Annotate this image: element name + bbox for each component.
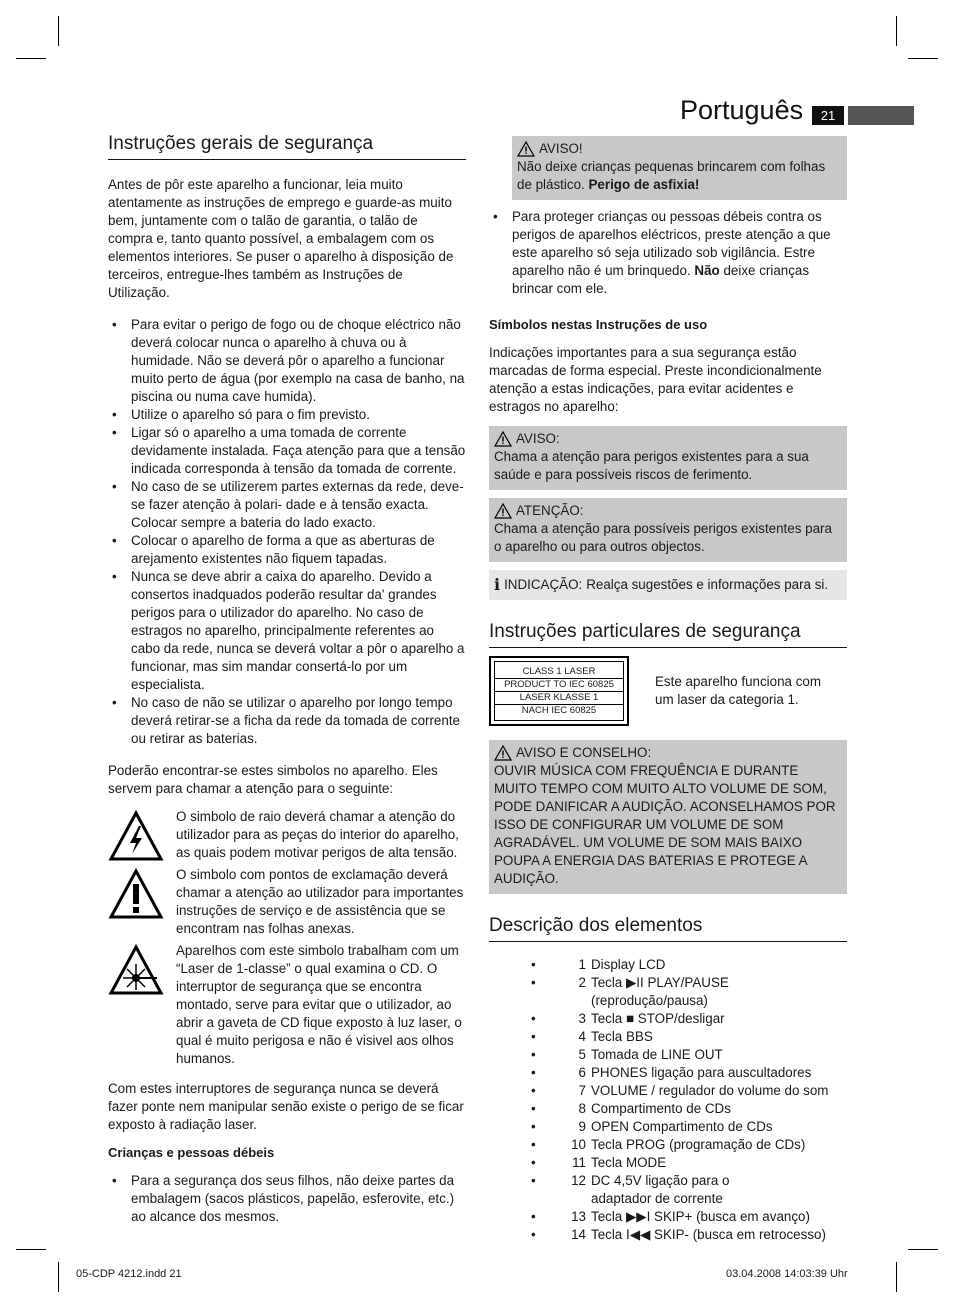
list-item: • Utilize o aparelho só para o fim previsto. (108, 406, 466, 424)
warning-text: OUVIR MÚSICA COM FREQUÊNCIA E DURANTE MUITO TEMPO COM MUITO ALTO VOLUME DE SOM, PODE DANIFICAR A AUDIÇÃO. ACONSELHAMOS POR ISSO DE CONFIGURAR UM VOLUME DE SOM AGRADÁVEL. UM VOLUME DE SOM MAIS BAIXO POUPA A ENERGIA DAS BATERIAS E PROTEGE A AUDIÇÃO. (494, 763, 836, 886)
warning-title: AVISO E CONSELHO: (516, 745, 652, 760)
item-number: • 8 (578, 1101, 586, 1116)
list-item: • Nunca se deve abrir a caixa do aparelho. Devido a consertos inadquados poderão resultar da' grandes perigos para o utilizador do aparelho. No caso de estragos no aparelho, principalmente referentes ao cabo da rede, nunca se deverá voltar a pôr o aparelho a funcionar, mas sim mandar consertá-lo por um especialista. (108, 568, 466, 694)
caution-title: ATENÇÃO: (516, 503, 584, 518)
item-number: • 10 (571, 1137, 586, 1152)
item-text: Compartimento de CDs (591, 1101, 731, 1116)
warning-triangle-icon (494, 745, 512, 761)
symbol-text: Aparelhos com este simbolo trabalham com um “Laser de 1-classe” o qual examina o CD. O interruptor de segurança que se encontra montado, serve para evitar que o utilizador, ao abrir a gaveta de CD fique exposto à luz laser, o qual é muito perigosa e não é visivel aos olhos humanos. (176, 943, 462, 1066)
warning-box-health (489, 426, 847, 490)
list-item (527, 974, 847, 1010)
item-number: • 12 (571, 1173, 586, 1188)
warning-bold: Perigo de asfixia! (588, 177, 700, 192)
item-number: • 11 (572, 1155, 586, 1170)
section-title-elements: Descrição dos elementos (489, 914, 847, 942)
item-text: PHONES ligação para auscultadores (591, 1065, 812, 1080)
item-number: • 14 (571, 1227, 586, 1242)
item-text: Display LCD (591, 957, 666, 972)
crop-mark (908, 58, 938, 59)
warning-triangle-icon (494, 431, 512, 447)
laser-label-line: LASER KLASSE 1 (495, 692, 623, 705)
list-item (489, 208, 847, 298)
section-title-particular-safety: Instruções particulares de segurança (489, 620, 847, 648)
item-text: Tecla ▶▶I SKIP+ (busca em avanço) (591, 1209, 810, 1224)
item-number: • 2 (578, 975, 586, 990)
symbols-subtitle: Símbolos nestas Instruções de uso (489, 317, 708, 332)
item-text: Tomada de LINE OUT (591, 1047, 723, 1062)
list-item (527, 1046, 847, 1064)
intro-paragraph: Antes de pôr este aparelho a funcionar, leia muito atentamente as instruções de emprego e guarde-as muito bem, juntamente com o talão de garantia, o talão de compra e, tanto quanto possível, a embalagem com os elementos interiores. Se puser o aparelho à disposição de terceiros, entregue-lhes também as Instruções de Utilização. (108, 177, 454, 300)
item-text: Tecla ▶II PLAY/PAUSE (reprodução/pausa) (591, 975, 729, 1008)
item-number: • 6 (578, 1065, 586, 1080)
info-box (489, 570, 847, 600)
item-number: • 9 (578, 1119, 586, 1134)
laser-label-line: CLASS 1 LASER (495, 666, 623, 679)
list-item (527, 1100, 847, 1118)
caution-box-device (489, 498, 847, 562)
laser-warning-icon (108, 944, 164, 996)
header-bar (848, 106, 914, 125)
caution-text: Chama a atenção para possíveis perigos existentes para o aparelho ou para outros objectos. (494, 521, 832, 554)
protection-bullet-list (489, 208, 847, 298)
crop-mark (16, 58, 46, 59)
symbols-intro: Poderão encontrar-se estes simbolos no aparelho. Eles servem para chamar a atenção para o seguinte: (108, 763, 438, 796)
item-text: VOLUME / regulador do volume do som (591, 1083, 829, 1098)
list-item: • Colocar o aparelho de forma a que as aberturas de arejamento existentes não fiquem tapadas. (108, 532, 466, 568)
list-item: • Para evitar o perigo de fogo ou de choque eléctrico não deverá colocar nunca o aparelho à chuva ou à humidade. Não se deverá pôr o aparelho a funcionar muito perto de água (por exemplo na casa de banho, na piscina ou numa cave humida). (108, 316, 466, 406)
item-number: • 13 (571, 1209, 586, 1224)
item-text: Tecla MODE (591, 1155, 667, 1170)
list-item (527, 1118, 847, 1136)
warning-triangle-icon (517, 141, 535, 157)
symbol-text: O simbolo com pontos de exclamação deverá chamar a atenção ao utilizador para importantes instruções de serviço e de assistência que se encontram nas folhas anexas. (176, 867, 464, 936)
list-item (527, 1028, 847, 1046)
exclamation-warning-icon (108, 868, 164, 920)
crop-mark (58, 16, 59, 46)
list-item (527, 1226, 847, 1244)
crop-mark (896, 16, 897, 46)
item-text: Tecla ■ STOP/desligar (591, 1011, 725, 1026)
symbol-row (108, 808, 466, 862)
item-number: • 3 (578, 1011, 586, 1026)
warning-title: AVISO! (539, 141, 583, 156)
symbols-explanation: Indicações importantes para a sua segurança estão marcadas de forma especial. Preste incondicionalmente atenção a estas indicações, para evitar acidentes e estragos no aparelho: (489, 345, 822, 414)
laser-description: Este aparelho funciona com um laser da categoria 1. (655, 674, 821, 707)
warning-text: Chama a atenção para perigos existentes para a sua saúde e para possíveis riscos de ferimento. (494, 449, 809, 482)
info-icon: i (494, 575, 501, 594)
list-item (527, 1208, 847, 1226)
footer-file-info: 05-CDP 4212.indd 21 (76, 1268, 182, 1280)
list-item: • Para a segurança dos seus filhos, não deixe partes da embalagem (sacos plásticos, papelão, esferovite, etc.) ao alcance dos mesmos. (108, 1172, 466, 1226)
item-number: • 4 (578, 1029, 586, 1044)
symbol-row (108, 942, 466, 1068)
list-item (527, 956, 847, 974)
footer-date: 03.04.2008 14:03:39 Uhr (726, 1268, 848, 1280)
warning-box-volume (489, 740, 847, 894)
list-item: • No caso de se utilizerem partes externas da rede, deve-se fazer atenção à polari- dade e à tensão exacta. Colocar sempre a bateria do lado exacto. (108, 478, 466, 532)
bullet-text-end: deixe crianças brincar com ele. (512, 263, 810, 296)
list-item (527, 1172, 847, 1208)
crop-mark (58, 1262, 59, 1292)
info-text: Realça sugestões e informações para si. (586, 577, 829, 592)
item-text: OPEN Compartimento de CDs (591, 1119, 773, 1134)
warning-text: Não deixe crianças pequenas brincarem com folhas de plástico. (517, 159, 826, 192)
list-item (527, 1082, 847, 1100)
laser-class-label (489, 656, 629, 726)
page-language-title: Português (680, 95, 804, 125)
crop-mark (908, 1249, 938, 1250)
bypass-paragraph: Com estes interruptores de segurança nunca se deverá fazer ponte nem manipular senão existe o perigo de se ficar exposto à radiação laser. (108, 1081, 464, 1132)
item-number: • 5 (578, 1047, 586, 1062)
laser-label-line: PRODUCT TO IEC 60825 (495, 679, 623, 692)
item-text: Tecla BBS (591, 1029, 653, 1044)
section-title-general-safety: Instruções gerais de segurança (108, 132, 466, 160)
list-item (527, 1010, 847, 1028)
crop-mark (16, 1249, 46, 1250)
page-number: 21 (812, 106, 844, 125)
bullet-bold: Não (694, 263, 720, 278)
left-column (108, 132, 466, 1236)
children-subtitle: Crianças e pessoas débeis (108, 1145, 275, 1160)
safety-bullet-list (108, 316, 466, 748)
item-text: DC 4,5V ligação para o adaptador de corrente (591, 1173, 730, 1206)
warning-title: AVISO: (516, 431, 560, 446)
item-text: Tecla I◀◀ SKIP- (busca em retrocesso) (591, 1227, 826, 1242)
warning-triangle-icon (494, 503, 512, 519)
list-item (527, 1136, 847, 1154)
item-number: • 7 (578, 1083, 586, 1098)
info-title: INDICAÇÃO: (504, 577, 583, 592)
warning-box-plastic (512, 136, 847, 200)
list-item: • Ligar só o aparelho a uma tomada de corrente devidamente instalada. Faça atenção para que a tensão indicada corresponda à tensão da tomada de corrente. (108, 424, 466, 478)
laser-label-row (489, 656, 847, 726)
item-text: Tecla PROG (programação de CDs) (591, 1137, 806, 1152)
list-item (527, 1154, 847, 1172)
lightning-warning-icon (108, 810, 164, 862)
list-item (527, 1064, 847, 1082)
symbol-row (108, 866, 466, 938)
list-item: • No caso de não se utilizar o aparelho por longo tempo deverá retirar-se a ficha da rede da tomada de corrente ou retirar as baterias. (108, 694, 466, 748)
elements-list (527, 956, 847, 1244)
bullet-text: Para proteger crianças ou pessoas débeis contra os perigos de aparelhos eléctricos, preste atenção a que este aparelho só seja utilizado sob vigilância. Estre aparelho não é um brinquedo. (512, 209, 831, 278)
item-number: • 1 (578, 957, 586, 972)
right-column (489, 136, 847, 1244)
crop-mark (896, 1262, 897, 1292)
laser-label-line: NACH IEC 60825 (521, 704, 597, 716)
children-bullet-list (108, 1172, 466, 1226)
symbol-text: O simbolo de raio deverá chamar a atenção do utilizador para as peças do interior do aparelho, as quais podem motivar perigos de alta tensão. (176, 809, 459, 860)
